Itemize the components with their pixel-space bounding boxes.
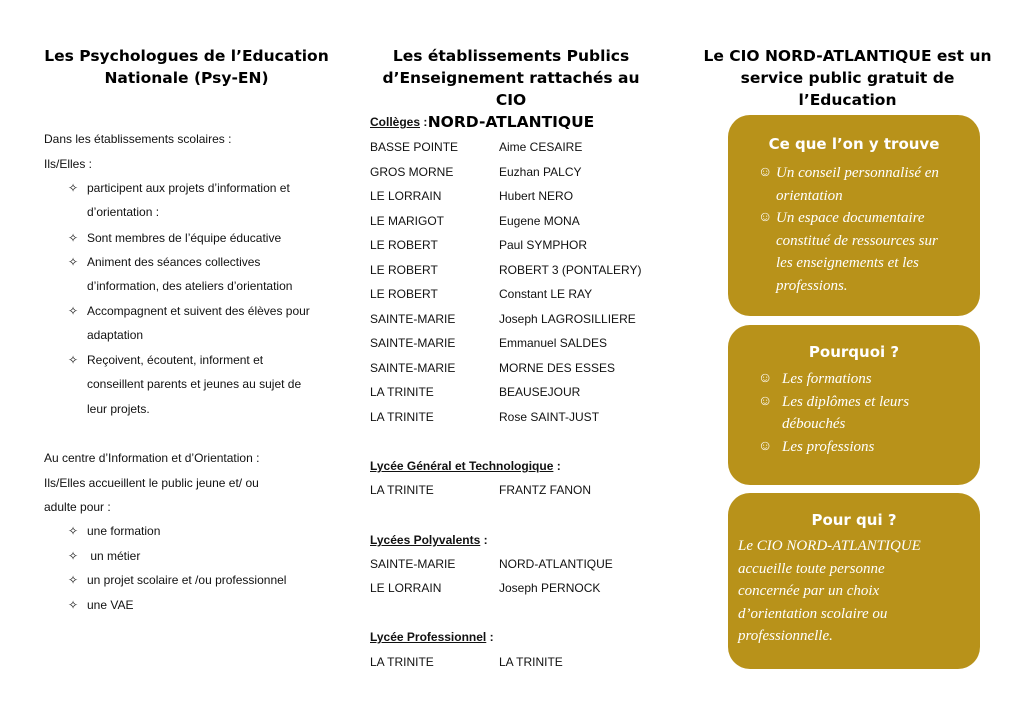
school-cell: Rose SAINT-JUST	[499, 409, 600, 424]
list-item: ☺ Un espace documentaire constitué de ressources sur les enseignements et les professions.	[728, 207, 966, 297]
school-cell: Eugene MONA	[499, 213, 580, 228]
smiley-icon: ☺	[758, 371, 773, 386]
box-pourquoi	[728, 325, 980, 485]
intro-line: Ils/Elles accueillent le public jeune et/ ou	[44, 476, 259, 490]
intro-line: Dans les établissements scolaires :	[44, 132, 232, 146]
box-pour-qui	[728, 493, 980, 669]
smiley-icon: ☺	[758, 438, 773, 454]
town-cell: LE ROBERT	[370, 262, 438, 277]
school-cell: BEAUSEJOUR	[499, 385, 581, 399]
box-title: Pour qui ?	[811, 511, 897, 529]
four-pointed-star-icon: ✧	[68, 181, 79, 195]
four-pointed-star-icon: ✧	[68, 353, 79, 367]
box-title: Pourquoi ?	[808, 343, 900, 361]
four-pointed-star-icon: ✧	[68, 549, 79, 563]
school-cell: Constant LE RAY	[499, 287, 593, 301]
town-cell: SAINTE-MARIE	[370, 311, 456, 326]
four-pointed-star-icon: ✧	[68, 524, 79, 538]
section-title-lpro: Lycée Professionnel :	[370, 630, 494, 644]
school-cell: Hubert NERO	[499, 189, 574, 203]
four-pointed-star-icon: ✧	[68, 573, 79, 587]
section-title-lgt: Lycée Général et Technologique :	[370, 459, 561, 473]
list-item: ☺ Un conseil personnalisé en orientation	[728, 162, 966, 207]
town-cell: SAINTE-MARIE	[370, 336, 456, 350]
list-item: ☺ Les professions	[728, 436, 972, 459]
box-title: Ce que l’on y trouve	[768, 135, 940, 153]
smiley-icon: ☺	[758, 393, 773, 409]
four-pointed-star-icon: ✧	[68, 598, 79, 612]
smiley-icon: ☺	[758, 210, 773, 225]
town-cell: GROS MORNE	[370, 164, 454, 179]
four-pointed-star-icon: ✧	[68, 304, 79, 318]
school-cell: Emmanuel SALDES	[499, 336, 608, 350]
town-cell: LE ROBERT	[370, 238, 438, 252]
intro-line: Ils/Elles :	[44, 157, 93, 171]
psy-heading: Les Psychologues de l’Education Nationale (Psy-EN)	[44, 47, 329, 87]
town-cell: BASSE POINTE	[370, 140, 459, 154]
town-cell: LE MARIGOT	[370, 213, 445, 228]
town-cell: LA TRINITE	[370, 409, 434, 424]
school-cell: Paul SYMPHOR	[499, 238, 588, 252]
box-ce-que-lon-y-trouve	[728, 115, 980, 316]
intro-line: Au centre d’Information et d’Orientation :	[44, 451, 260, 465]
town-cell: LE LORRAIN	[370, 189, 442, 203]
school-cell: ROBERT 3 (PONTALERY)	[499, 262, 642, 277]
school-cell: MORNE DES ESSES	[499, 360, 616, 375]
town-cell: LA TRINITE	[370, 385, 434, 399]
four-pointed-star-icon: ✧	[68, 255, 79, 269]
town-cell: LE ROBERT	[370, 287, 438, 301]
etab-heading: Les établissements Publics d’Enseignement rattachés au CIO NORD-ATLANTIQUE	[382, 47, 640, 131]
list-item: ☺ Les formations	[728, 368, 972, 391]
intro-line: adulte pour :	[44, 500, 111, 514]
school-cell: Joseph LAGROSILLIERE	[499, 311, 636, 326]
smiley-icon: ☺	[758, 165, 773, 180]
school-cell: Aime CESAIRE	[499, 140, 583, 154]
list-item: ☺ Les diplômes et leurs débouchés	[728, 391, 972, 436]
school-cell: Euzhan PALCY	[499, 164, 582, 179]
town-cell: SAINTE-MARIE	[370, 360, 456, 375]
cio-heading: Le CIO NORD-ATLANTIQUE est un service public gratuit de l’Education	[703, 47, 992, 109]
pour-qui-text: Le CIO NORD-ATLANTIQUE accueille toute personne concernée par un choix d’orientation scolaire ou professionnelle.	[738, 538, 921, 644]
section-title-colleges: Collèges :	[370, 115, 428, 129]
four-pointed-star-icon: ✧	[68, 231, 79, 245]
section-title-lpoly: Lycées Polyvalents :	[370, 533, 488, 547]
